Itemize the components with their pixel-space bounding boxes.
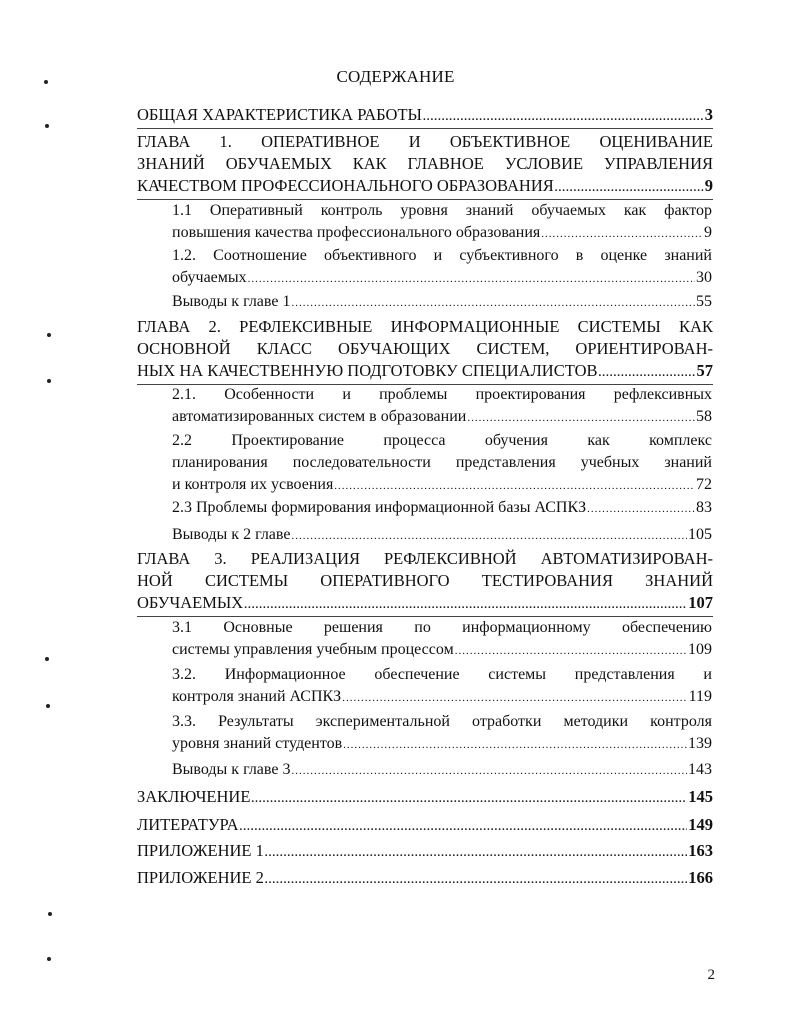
toc-entry	[137, 786, 713, 810]
toc-page-number: 3	[704, 105, 713, 124]
toc-page-number: 149	[688, 815, 713, 834]
scan-speck	[47, 333, 51, 337]
toc-page-number: 72	[696, 476, 712, 493]
toc-page-number: 83	[696, 499, 712, 516]
toc-leader-dots	[342, 687, 687, 709]
toc-entry	[172, 291, 712, 314]
toc-entry-line: 1.1 Оперативный контроль уровня знаний обучаемых как фактор	[172, 202, 712, 219]
toc-entry-line: 3.3. Результаты экспериментальной отработки методики контроля	[172, 713, 712, 730]
toc-page-number: 145	[688, 787, 713, 806]
toc-entry-line: ГЛАВА 3. РЕАЛИЗАЦИЯ РЕФЛЕКСИВНОЙ АВТОМАТИЗИРОВАН-	[137, 549, 713, 568]
toc-entry	[137, 867, 713, 891]
toc-page-number: 109	[688, 641, 712, 658]
toc-leader-dots	[251, 788, 687, 810]
page-title: СОДЕРЖАНИЕ	[336, 67, 455, 86]
toc-leader-dots	[587, 498, 695, 520]
toc-entry-line: ГЛАВА 1. ОПЕРАТИВНОЕ И ОБЪЕКТИВНОЕ ОЦЕНИВАНИЕ	[137, 132, 713, 151]
footer-page-number: 2	[707, 967, 715, 983]
toc-entry-text: обучаемых	[172, 269, 247, 286]
toc-entry	[172, 617, 712, 662]
toc-entry-text: ПРИЛОЖЕНИЕ 2	[137, 868, 264, 887]
toc-entry	[172, 759, 712, 782]
toc-page-number: 143	[688, 761, 712, 778]
toc-leader-dots	[599, 362, 696, 384]
toc-page-number: 9	[704, 224, 712, 241]
toc-entry-text: контроля знаний АСПКЗ	[172, 688, 342, 705]
toc-entry	[172, 664, 712, 709]
toc-leader-dots	[334, 475, 695, 497]
scan-speck	[46, 704, 50, 708]
toc-entry-text: Выводы к главе 3	[172, 761, 291, 778]
toc-entry-line: 3.2. Информационное обеспечение системы представления и	[172, 666, 712, 683]
toc-entry-text: КАЧЕСТВОМ ПРОФЕССИОНАЛЬНОГО ОБРАЗОВАНИЯ	[137, 176, 554, 195]
scan-speck	[48, 912, 52, 916]
scan-speck	[44, 80, 48, 84]
toc-page-number: 57	[696, 361, 713, 380]
toc-entry	[172, 524, 712, 547]
toc-entry-line: ОСНОВНОЙ КЛАСС ОБУЧАЮЩИХ СИСТЕМ, ОРИЕНТИРОВАН-	[137, 339, 713, 358]
toc-entry-text: автоматизированных систем в образовании	[172, 408, 467, 425]
scan-speck	[45, 124, 49, 128]
toc-entry-line: 2.1. Особенности и проблемы проектирования рефлексивных	[172, 386, 712, 403]
toc-entry-line: 1.2. Соотношение объективного и субъективного в оценке знаний	[172, 247, 712, 264]
toc-entry-text: 2.3 Проблемы формирования информационной базы АСПКЗ	[172, 499, 587, 516]
toc-entry	[137, 840, 713, 864]
toc-leader-dots	[455, 640, 687, 662]
toc-leader-dots	[265, 842, 687, 864]
toc-page-number: 139	[688, 735, 712, 752]
toc-entry-text: НЫХ НА КАЧЕСТВЕННУЮ ПОДГОТОВКУ СПЕЦИАЛИСТОВ	[137, 361, 598, 380]
toc-page-number: 119	[688, 688, 712, 705]
toc-page-number: 58	[696, 408, 712, 425]
toc-entry	[172, 200, 712, 245]
toc-entry-line: 2.2 Проектирование процесса обучения как комплекс	[172, 432, 712, 449]
toc-entry	[137, 131, 713, 200]
toc-entry-text: и контроля их усвоения	[172, 476, 334, 493]
scan-speck	[47, 379, 51, 383]
toc-leader-dots	[291, 760, 687, 782]
toc-entry-line: НОЙ СИСТЕМЫ ОПЕРАТИВНОГО ТЕСТИРОВАНИЯ ЗНАНИЙ	[137, 571, 713, 590]
toc-page-number: 166	[688, 868, 713, 887]
toc-page-number: 107	[688, 593, 713, 612]
toc-entry	[172, 245, 712, 290]
toc-leader-dots	[265, 869, 687, 891]
toc-entry-line: планирования последовательности представления учебных знаний	[172, 454, 712, 471]
toc-entry-text: системы управления учебным процессом	[172, 641, 454, 658]
toc-leader-dots	[343, 734, 687, 756]
toc-page-number: 30	[696, 269, 712, 286]
toc-entry-text: ЗАКЛЮЧЕНИЕ	[137, 787, 251, 806]
toc-entry-text: Выводы к 2 главе	[172, 526, 291, 543]
toc-entry-line: ГЛАВА 2. РЕФЛЕКСИВНЫЕ ИНФОРМАЦИОННЫЕ СИСТЕМЫ КАК	[137, 317, 713, 336]
toc-page-number: 9	[704, 176, 713, 195]
toc-entry	[137, 316, 713, 385]
toc-entry-line: ЗНАНИЙ ОБУЧАЕМЫХ КАК ГЛАВНОЕ УСЛОВИЕ УПРАВЛЕНИЯ	[137, 154, 713, 173]
toc-entry	[137, 548, 713, 617]
toc-entry-text: ЛИТЕРАТУРА	[137, 815, 239, 834]
toc-entry-text: ПРИЛОЖЕНИЕ 1	[137, 841, 264, 860]
toc-entry-text: ОБЩАЯ ХАРАКТЕРИСТИКА РАБОТЫ	[137, 105, 422, 124]
toc-entry-text: Выводы к главе 1	[172, 293, 291, 310]
toc-entry	[172, 430, 712, 497]
toc-entry-text: повышения качества профессионального образования	[172, 224, 541, 241]
toc-entry	[137, 814, 713, 838]
toc-entry-line: 3.1 Основные решения по информационному обеспечению	[172, 619, 712, 636]
toc-entry-text: уровня знаний студентов	[172, 735, 343, 752]
toc-leader-dots	[244, 594, 687, 616]
toc-leader-dots	[248, 268, 695, 290]
toc-leader-dots	[240, 816, 688, 838]
toc-leader-dots	[423, 106, 704, 128]
scan-speck	[47, 957, 51, 961]
toc-page-number: 55	[696, 293, 712, 310]
toc-leader-dots	[541, 223, 703, 245]
toc-entry-text: ОБУЧАЕМЫХ	[137, 593, 244, 612]
toc-entry	[172, 711, 712, 756]
scan-speck	[45, 657, 49, 661]
toc-leader-dots	[291, 292, 695, 314]
toc-entry	[137, 104, 713, 129]
toc-page-number: 105	[688, 526, 712, 543]
toc-leader-dots	[555, 177, 704, 199]
toc-entry	[172, 384, 712, 429]
toc-page-number: 163	[688, 841, 713, 860]
toc-entry	[172, 497, 712, 520]
toc-leader-dots	[291, 525, 687, 547]
toc-leader-dots	[467, 407, 695, 429]
